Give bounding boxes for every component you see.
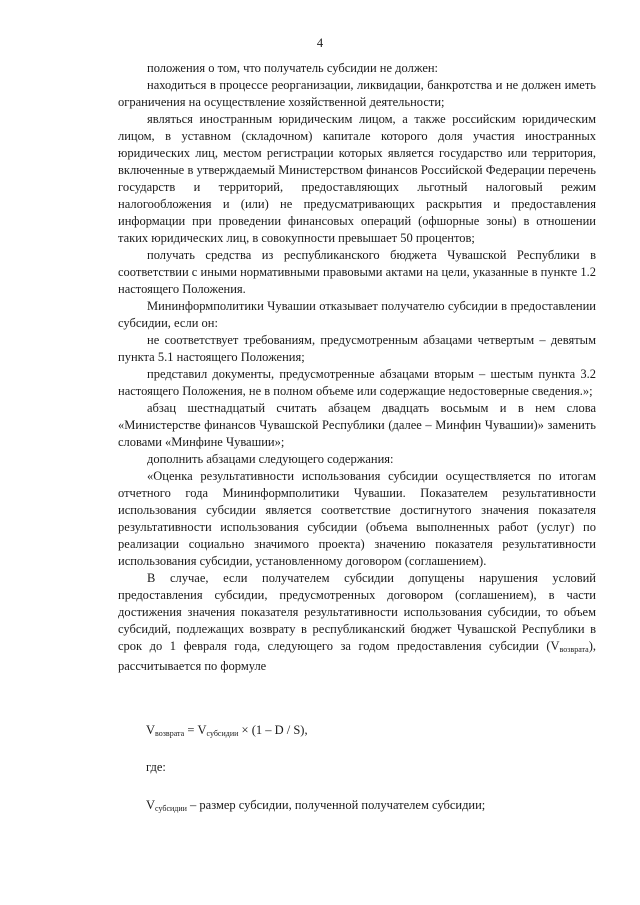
formula-rest: × (1 – D / S), <box>238 723 308 737</box>
definition-symbol: V <box>146 798 156 812</box>
v-return-subscript: возврата <box>559 645 589 654</box>
paragraph-11 <box>118 570 596 675</box>
paragraph-6: не соответствует требованиям, предусмотренным абзацами четвертым – девятым пункта 5.1 настоящего Положения; <box>118 333 596 364</box>
paragraph-9: дополнить абзацами следующего содержания: <box>147 452 394 466</box>
where-label: где: <box>146 760 166 774</box>
paragraph-10: «Оценка результативности использования субсидии осуществляется по итогам отчетного года Мининформполитики Чувашии. Показателем результативности использования субсидии является соответствие достигнутого значения показателя результативности использования субсидии (объема выполненных работ (услуг) по реализации социально значимого проекта) значению показателя результативности использования субсидии, установленному договором (соглашением). <box>118 469 596 568</box>
paragraph-8: абзац шестнадцатый считать абзацем двадцать восьмым и в нем слова «Министерстве финансов Чувашской Республики (далее – Минфин Чувашии)» заменить словами «Минфине Чувашии»; <box>118 401 596 449</box>
formula-lhs: V <box>146 723 156 737</box>
formula-rhs-subscript: субсидии <box>206 729 239 738</box>
definition-text: – размер субсидии, полученной получателем субсидии; <box>186 798 486 812</box>
page-number: 4 <box>316 36 324 50</box>
paragraph-7: представил документы, предусмотренные абзацами вторым – шестым пункта 3.2 настоящего Положения, не в полном объеме или содержащие недостоверные сведения.»; <box>118 367 596 398</box>
definition-line <box>146 797 485 817</box>
formula-eq: = V <box>184 723 207 737</box>
paragraph-1: положения о том, что получатель субсидии не должен: <box>147 61 439 75</box>
paragraph-11-tail: ), рассчитывается по формуле <box>118 639 596 673</box>
formula-lhs-subscript: возврата <box>155 729 185 738</box>
paragraph-11-text: В случае, если получателем субсидии допущены нарушения условий предоставления субсидии, предусмотренных договором (соглашением), в части достижения значения показателя результативности использования субсидии, то объем субсидий, подлежащих возврату в республиканский бюджет Чувашской Республики в срок до 1 февраля года, следующего за годом предоставления субсидии (V <box>118 571 596 653</box>
paragraph-5: Мининформполитики Чувашии отказывает получателю субсидии в предоставлении субсидии, если он: <box>118 299 596 330</box>
body-text <box>118 60 596 675</box>
return-formula <box>146 722 308 742</box>
paragraph-2: находиться в процессе реорганизации, ликвидации, банкротства и не должен иметь ограничения на осуществление хозяйственной деятельности; <box>118 78 596 109</box>
paragraph-4: получать средства из республиканского бюджета Чувашской Республики в соответствии с иными нормативными правовыми актами на цели, указанные в пункте 1.2 настоящего Положения. <box>118 248 596 296</box>
paragraph-3: являться иностранным юридическим лицом, а также российским юридическим лицом, в уставном (складочном) капитале которого доля участия иностранных юридических лиц, местом регистрации которых является государство или территория, включенные в утверждаемый Министерством финансов Российской Федерации перечень государств и территорий, предоставляющих льготный налоговый режим налогообложения и (или) не предусматривающих раскрытия и предоставления информации при проведении финансовых операций (офшорные зоны) в отношении таких юридических лиц, в совокупности превышает 50 процентов; <box>118 112 596 245</box>
definition-subscript: субсидии <box>155 804 187 813</box>
